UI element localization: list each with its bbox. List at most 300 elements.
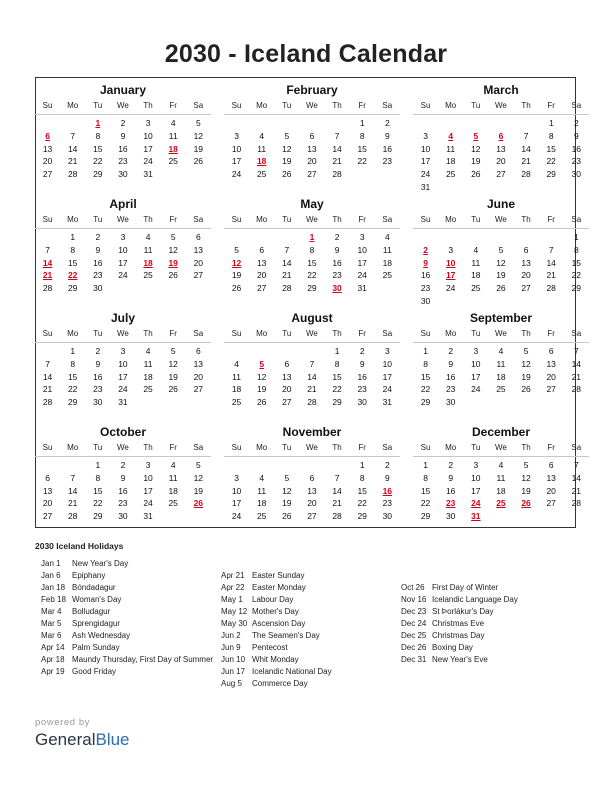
day-cell: 26 bbox=[168, 270, 178, 281]
day-cell: 16 bbox=[571, 143, 582, 154]
holiday-name: Easter Monday bbox=[252, 583, 306, 592]
day-cell bbox=[539, 181, 564, 194]
month-april bbox=[35, 196, 211, 295]
weekday-label: Mo bbox=[256, 443, 268, 452]
weekday-label: We bbox=[495, 443, 507, 452]
weekday-label: Sa bbox=[382, 215, 393, 224]
day-cell: 18 bbox=[168, 485, 178, 496]
day-cell: 4 bbox=[384, 232, 390, 242]
day-cell: 20 bbox=[496, 156, 506, 167]
day-cell bbox=[463, 295, 488, 308]
day-cell: 23 bbox=[118, 156, 128, 167]
day-cell: 21 bbox=[521, 156, 531, 167]
day-cell bbox=[35, 231, 60, 244]
day-cell: 12 bbox=[168, 244, 178, 255]
day-cell: 11 bbox=[143, 244, 153, 255]
weekday-label: We bbox=[495, 215, 507, 224]
day-cell: 17 bbox=[382, 371, 393, 382]
week-row bbox=[413, 269, 589, 282]
day-cell: 24 bbox=[382, 384, 393, 395]
weekday-label: Su bbox=[42, 215, 53, 224]
day-cell: 20 bbox=[307, 156, 317, 167]
day-cell: 13 bbox=[42, 485, 53, 496]
holiday-name: Ascension Day bbox=[252, 619, 306, 628]
brand-blue: Blue bbox=[95, 730, 130, 749]
weekday-label: Th bbox=[143, 329, 153, 338]
week-row bbox=[35, 510, 211, 523]
holiday-date: Dec 24 bbox=[401, 619, 427, 628]
weekday-label: Su bbox=[420, 101, 431, 110]
day-cell bbox=[35, 117, 60, 130]
week-row bbox=[35, 497, 211, 510]
weekday-label: Sa bbox=[571, 329, 582, 338]
day-cell: 30 bbox=[357, 397, 367, 408]
day-cell: 5 bbox=[170, 232, 176, 242]
day-cell: 22 bbox=[420, 384, 431, 395]
day-cell: 22 bbox=[93, 498, 103, 509]
day-cell: 2 bbox=[384, 460, 390, 470]
day-cell: 27 bbox=[42, 169, 53, 180]
week-row bbox=[35, 371, 211, 384]
weekday-label: Su bbox=[420, 215, 431, 224]
day-cell: 23 bbox=[571, 156, 582, 167]
day-cell: 15 bbox=[93, 143, 103, 154]
week-row bbox=[413, 130, 589, 143]
day-cell: 4 bbox=[259, 472, 265, 483]
day-cell: 11 bbox=[257, 485, 267, 496]
holidays-column bbox=[41, 558, 226, 678]
day-cell: 12 bbox=[521, 358, 531, 369]
day-cell: 24 bbox=[357, 270, 367, 281]
day-cell: 1 bbox=[423, 460, 428, 470]
day-cell: 18 bbox=[471, 270, 481, 281]
day-cell: 14 bbox=[67, 143, 78, 154]
day-cell: 29 bbox=[93, 169, 103, 180]
day-cell: 28 bbox=[521, 169, 531, 180]
day-cell: 6 bbox=[195, 232, 201, 242]
holiday-name: Christmas Eve bbox=[432, 619, 485, 628]
day-cell: 2 bbox=[573, 118, 579, 128]
day-cell: 5 bbox=[284, 472, 290, 483]
week-row bbox=[413, 117, 589, 130]
day-cell: 18 bbox=[143, 371, 153, 382]
weekday-label: Tu bbox=[471, 215, 481, 224]
holiday-item bbox=[221, 654, 406, 666]
day-cell bbox=[564, 295, 589, 308]
day-cell: 19 bbox=[471, 156, 481, 167]
day-cell: 26 bbox=[471, 169, 481, 180]
holiday-item bbox=[41, 642, 226, 654]
day-cell: 6 bbox=[45, 472, 50, 483]
weekday-label: Su bbox=[231, 215, 242, 224]
weekday-label: We bbox=[306, 443, 318, 452]
day-cell: 5 bbox=[195, 118, 201, 128]
weekday-label: Su bbox=[420, 443, 431, 452]
holiday-day: 1 bbox=[95, 118, 101, 128]
day-cell: 30 bbox=[93, 397, 103, 408]
weekday-label: Fr bbox=[169, 443, 177, 452]
day-cell: 28 bbox=[42, 397, 53, 408]
week-row bbox=[413, 244, 589, 257]
weekday-label: Su bbox=[231, 329, 242, 338]
day-cell bbox=[161, 510, 186, 523]
day-cell: 13 bbox=[42, 143, 53, 154]
day-cell bbox=[325, 459, 350, 472]
day-cell: 4 bbox=[498, 346, 504, 356]
week-row bbox=[224, 168, 400, 181]
holiday-day: 25 bbox=[496, 498, 506, 509]
day-cell: 14 bbox=[521, 143, 531, 154]
day-cell: 7 bbox=[45, 244, 50, 255]
day-cell: 3 bbox=[234, 130, 239, 141]
day-cell: 21 bbox=[307, 384, 317, 395]
day-cell bbox=[438, 181, 463, 194]
holiday-day: 2 bbox=[423, 244, 428, 255]
day-cell: 24 bbox=[143, 498, 153, 509]
day-cell: 22 bbox=[571, 270, 582, 281]
day-cell: 24 bbox=[118, 384, 128, 395]
week-row bbox=[413, 497, 589, 510]
week-row bbox=[224, 257, 400, 270]
day-cell: 22 bbox=[67, 384, 78, 395]
weekday-label: Mo bbox=[67, 215, 79, 224]
holidays-title: 2030 Iceland Holidays bbox=[35, 541, 124, 551]
week-row bbox=[35, 244, 211, 257]
day-cell bbox=[463, 231, 488, 244]
day-cell: 15 bbox=[307, 257, 317, 268]
day-cell: 9 bbox=[448, 358, 454, 369]
month-name: March bbox=[483, 83, 519, 97]
day-cell: 23 bbox=[382, 498, 393, 509]
day-cell: 17 bbox=[143, 485, 153, 496]
holiday-date: Aug 5 bbox=[221, 679, 242, 688]
weekday-header bbox=[35, 440, 211, 457]
day-cell: 25 bbox=[143, 384, 153, 395]
week-row bbox=[224, 497, 400, 510]
day-cell: 4 bbox=[234, 358, 239, 369]
weekday-label: Tu bbox=[471, 329, 481, 338]
holiday-item bbox=[221, 678, 406, 690]
day-cell: 30 bbox=[445, 511, 456, 522]
day-cell: 9 bbox=[120, 472, 126, 483]
weekday-header bbox=[413, 326, 589, 343]
day-cell: 2 bbox=[120, 118, 126, 128]
day-cell: 11 bbox=[168, 130, 178, 141]
day-cell: 13 bbox=[193, 358, 204, 369]
holiday-item bbox=[221, 606, 406, 618]
day-cell: 31 bbox=[357, 283, 367, 294]
day-cell: 27 bbox=[42, 511, 53, 522]
day-cell: 11 bbox=[382, 244, 392, 255]
day-cell: 7 bbox=[573, 460, 579, 470]
day-cell: 25 bbox=[471, 283, 481, 294]
day-cell: 4 bbox=[145, 232, 151, 242]
weekday-label: Fr bbox=[547, 215, 555, 224]
day-cell bbox=[299, 117, 324, 130]
month-november bbox=[224, 424, 400, 523]
day-cell: 21 bbox=[42, 384, 53, 395]
month-february bbox=[224, 82, 400, 181]
week-row bbox=[413, 510, 589, 523]
holiday-date: Mar 6 bbox=[41, 631, 62, 640]
day-cell: 14 bbox=[67, 485, 78, 496]
day-cell: 6 bbox=[309, 130, 315, 141]
week-row bbox=[224, 472, 400, 485]
day-cell: 6 bbox=[548, 346, 554, 356]
holiday-item bbox=[41, 558, 226, 570]
holiday-name: Mother's Day bbox=[252, 607, 299, 616]
week-row bbox=[413, 472, 589, 485]
holiday-item bbox=[41, 666, 226, 678]
day-cell: 17 bbox=[231, 498, 242, 509]
day-cell: 6 bbox=[195, 346, 201, 356]
day-cell: 30 bbox=[118, 169, 128, 180]
week-row bbox=[35, 143, 211, 156]
day-cell: 1 bbox=[95, 460, 101, 470]
day-cell bbox=[564, 396, 589, 409]
holidays-column bbox=[221, 570, 406, 690]
day-cell: 5 bbox=[170, 346, 176, 356]
day-cell: 2 bbox=[95, 232, 101, 242]
day-cell: 20 bbox=[193, 257, 204, 268]
day-cell: 15 bbox=[420, 485, 431, 496]
day-cell bbox=[514, 510, 539, 523]
weekday-label: Th bbox=[143, 101, 153, 110]
weekday-label: Th bbox=[332, 101, 342, 110]
day-cell: 2 bbox=[359, 346, 365, 356]
day-cell: 29 bbox=[420, 397, 431, 408]
holiday-date: Jan 1 bbox=[41, 559, 61, 568]
day-cell: 2 bbox=[384, 118, 390, 128]
day-cell: 3 bbox=[145, 118, 151, 128]
holiday-item bbox=[41, 630, 226, 642]
week-row bbox=[35, 396, 211, 409]
weekday-header bbox=[413, 212, 589, 229]
day-cell: 3 bbox=[120, 232, 126, 242]
weekday-label: Tu bbox=[93, 443, 103, 452]
week-row bbox=[35, 485, 211, 498]
week-row bbox=[35, 168, 211, 181]
holiday-name: Whit Monday bbox=[252, 655, 299, 664]
holiday-date: Jun 10 bbox=[221, 655, 246, 664]
day-cell: 2 bbox=[448, 460, 454, 470]
weekday-label: Sa bbox=[193, 215, 204, 224]
day-cell: 20 bbox=[307, 498, 317, 509]
holiday-day: 21 bbox=[42, 270, 53, 281]
day-cell bbox=[488, 295, 513, 308]
month-name: June bbox=[486, 197, 515, 211]
day-cell: 24 bbox=[143, 156, 153, 167]
week-row bbox=[413, 168, 589, 181]
day-cell bbox=[110, 282, 135, 295]
day-cell: 10 bbox=[118, 244, 128, 255]
day-cell: 12 bbox=[496, 257, 506, 268]
day-cell: 18 bbox=[445, 156, 456, 167]
holiday-item bbox=[41, 582, 226, 594]
day-cell bbox=[438, 117, 463, 130]
day-cell: 31 bbox=[143, 169, 153, 180]
day-cell bbox=[186, 510, 211, 523]
holiday-day: 12 bbox=[231, 257, 242, 268]
holiday-item bbox=[41, 654, 226, 666]
holiday-name: Ash Wednesday bbox=[72, 631, 131, 640]
holiday-day: 26 bbox=[521, 498, 531, 509]
weekday-label: Fr bbox=[358, 101, 366, 110]
day-cell: 11 bbox=[446, 143, 456, 154]
holiday-date: Mar 4 bbox=[41, 607, 62, 616]
day-cell: 18 bbox=[382, 257, 393, 268]
week-row bbox=[413, 459, 589, 472]
day-cell: 27 bbox=[256, 283, 267, 294]
day-cell: 18 bbox=[496, 485, 506, 496]
day-cell: 16 bbox=[445, 371, 456, 382]
day-cell: 1 bbox=[334, 346, 340, 356]
week-row bbox=[35, 231, 211, 244]
holiday-item bbox=[221, 642, 406, 654]
day-cell: 9 bbox=[384, 472, 390, 483]
holiday-date: May 30 bbox=[221, 619, 248, 628]
day-cell: 1 bbox=[423, 346, 428, 356]
day-cell: 26 bbox=[282, 511, 292, 522]
weekday-label: Tu bbox=[282, 329, 292, 338]
weekday-label: We bbox=[306, 215, 318, 224]
holiday-name: Icelandic National Day bbox=[252, 667, 332, 676]
day-cell: 14 bbox=[546, 257, 556, 268]
month-september bbox=[413, 310, 589, 409]
weekday-label: Sa bbox=[382, 443, 393, 452]
weekday-label: Tu bbox=[93, 329, 103, 338]
day-cell: 16 bbox=[382, 143, 393, 154]
week-row bbox=[224, 244, 400, 257]
holiday-date: Apr 18 bbox=[41, 655, 65, 664]
weekday-label: Tu bbox=[471, 101, 481, 110]
day-cell: 23 bbox=[357, 384, 367, 395]
weekday-label: Mo bbox=[67, 101, 79, 110]
holiday-item bbox=[41, 594, 226, 606]
day-cell bbox=[186, 282, 211, 295]
day-cell: 8 bbox=[70, 358, 76, 369]
weekday-label: Fr bbox=[169, 215, 177, 224]
day-cell: 23 bbox=[332, 270, 342, 281]
day-cell: 17 bbox=[471, 485, 481, 496]
day-cell: 7 bbox=[284, 244, 290, 255]
day-cell: 11 bbox=[496, 358, 506, 369]
day-cell: 9 bbox=[573, 130, 579, 141]
weekday-header bbox=[224, 98, 400, 115]
day-cell: 28 bbox=[67, 169, 78, 180]
day-cell: 26 bbox=[231, 283, 242, 294]
day-cell: 26 bbox=[256, 397, 267, 408]
holiday-item bbox=[401, 630, 586, 642]
holiday-day: 4 bbox=[448, 130, 454, 141]
week-row bbox=[413, 143, 589, 156]
week-row bbox=[35, 155, 211, 168]
day-cell: 13 bbox=[307, 485, 317, 496]
holiday-item bbox=[401, 618, 586, 630]
holiday-name: Commerce Day bbox=[252, 679, 308, 688]
day-cell: 2 bbox=[120, 460, 126, 470]
day-cell: 1 bbox=[70, 346, 76, 356]
week-row bbox=[35, 282, 211, 295]
holiday-name: New Year's Eve bbox=[432, 655, 488, 664]
day-cell: 20 bbox=[193, 371, 204, 382]
holiday-name: Epiphany bbox=[72, 571, 106, 580]
holiday-item bbox=[221, 630, 406, 642]
holiday-day: 1 bbox=[309, 232, 315, 242]
day-cell bbox=[564, 181, 589, 194]
day-cell: 9 bbox=[95, 244, 101, 255]
day-cell: 19 bbox=[521, 371, 531, 382]
weekday-header bbox=[224, 326, 400, 343]
holiday-date: Jan 6 bbox=[41, 571, 61, 580]
day-cell: 7 bbox=[309, 358, 315, 369]
day-cell: 14 bbox=[42, 371, 53, 382]
day-cell: 13 bbox=[282, 371, 292, 382]
day-cell: 11 bbox=[496, 472, 506, 483]
day-cell: 6 bbox=[259, 244, 265, 255]
day-cell: 15 bbox=[332, 371, 342, 382]
day-cell: 10 bbox=[357, 244, 367, 255]
day-cell: 27 bbox=[307, 511, 317, 522]
day-cell bbox=[413, 231, 438, 244]
week-row bbox=[35, 257, 211, 270]
day-cell: 18 bbox=[496, 371, 506, 382]
day-cell: 8 bbox=[359, 130, 365, 141]
weekday-label: Su bbox=[42, 101, 53, 110]
week-row bbox=[413, 485, 589, 498]
day-cell: 11 bbox=[168, 472, 178, 483]
holiday-day: 30 bbox=[332, 283, 342, 294]
day-cell: 8 bbox=[423, 358, 428, 369]
day-cell: 24 bbox=[445, 283, 456, 294]
day-cell: 8 bbox=[334, 358, 340, 369]
day-cell: 29 bbox=[67, 283, 78, 294]
day-cell bbox=[488, 117, 513, 130]
day-cell: 11 bbox=[232, 371, 241, 382]
day-cell: 21 bbox=[332, 498, 342, 509]
day-cell: 27 bbox=[496, 169, 506, 180]
brand-logo[interactable] bbox=[35, 730, 130, 750]
weekday-label: Su bbox=[231, 101, 242, 110]
week-row bbox=[224, 371, 400, 384]
holiday-day: 6 bbox=[45, 130, 50, 141]
day-cell: 29 bbox=[420, 511, 431, 522]
day-cell: 29 bbox=[93, 511, 103, 522]
day-cell: 21 bbox=[67, 498, 78, 509]
holiday-name: Easter Sunday bbox=[252, 571, 305, 580]
day-cell: 28 bbox=[332, 169, 342, 180]
day-cell: 31 bbox=[143, 511, 153, 522]
day-cell: 25 bbox=[256, 169, 267, 180]
holiday-date: Nov 16 bbox=[401, 595, 427, 604]
day-cell bbox=[539, 510, 564, 523]
day-cell bbox=[224, 231, 249, 244]
day-cell: 29 bbox=[67, 397, 78, 408]
day-cell: 12 bbox=[256, 371, 267, 382]
day-cell: 27 bbox=[282, 397, 292, 408]
weekday-label: Fr bbox=[169, 101, 177, 110]
weekday-label: Fr bbox=[547, 329, 555, 338]
day-cell: 8 bbox=[548, 130, 554, 141]
holidays-column bbox=[401, 582, 586, 666]
day-cell: 22 bbox=[332, 384, 342, 395]
week-row bbox=[224, 510, 400, 523]
weekday-label: Th bbox=[143, 215, 153, 224]
day-cell: 12 bbox=[471, 143, 481, 154]
weekday-header bbox=[35, 326, 211, 343]
day-cell: 29 bbox=[546, 169, 556, 180]
day-cell bbox=[60, 117, 85, 130]
